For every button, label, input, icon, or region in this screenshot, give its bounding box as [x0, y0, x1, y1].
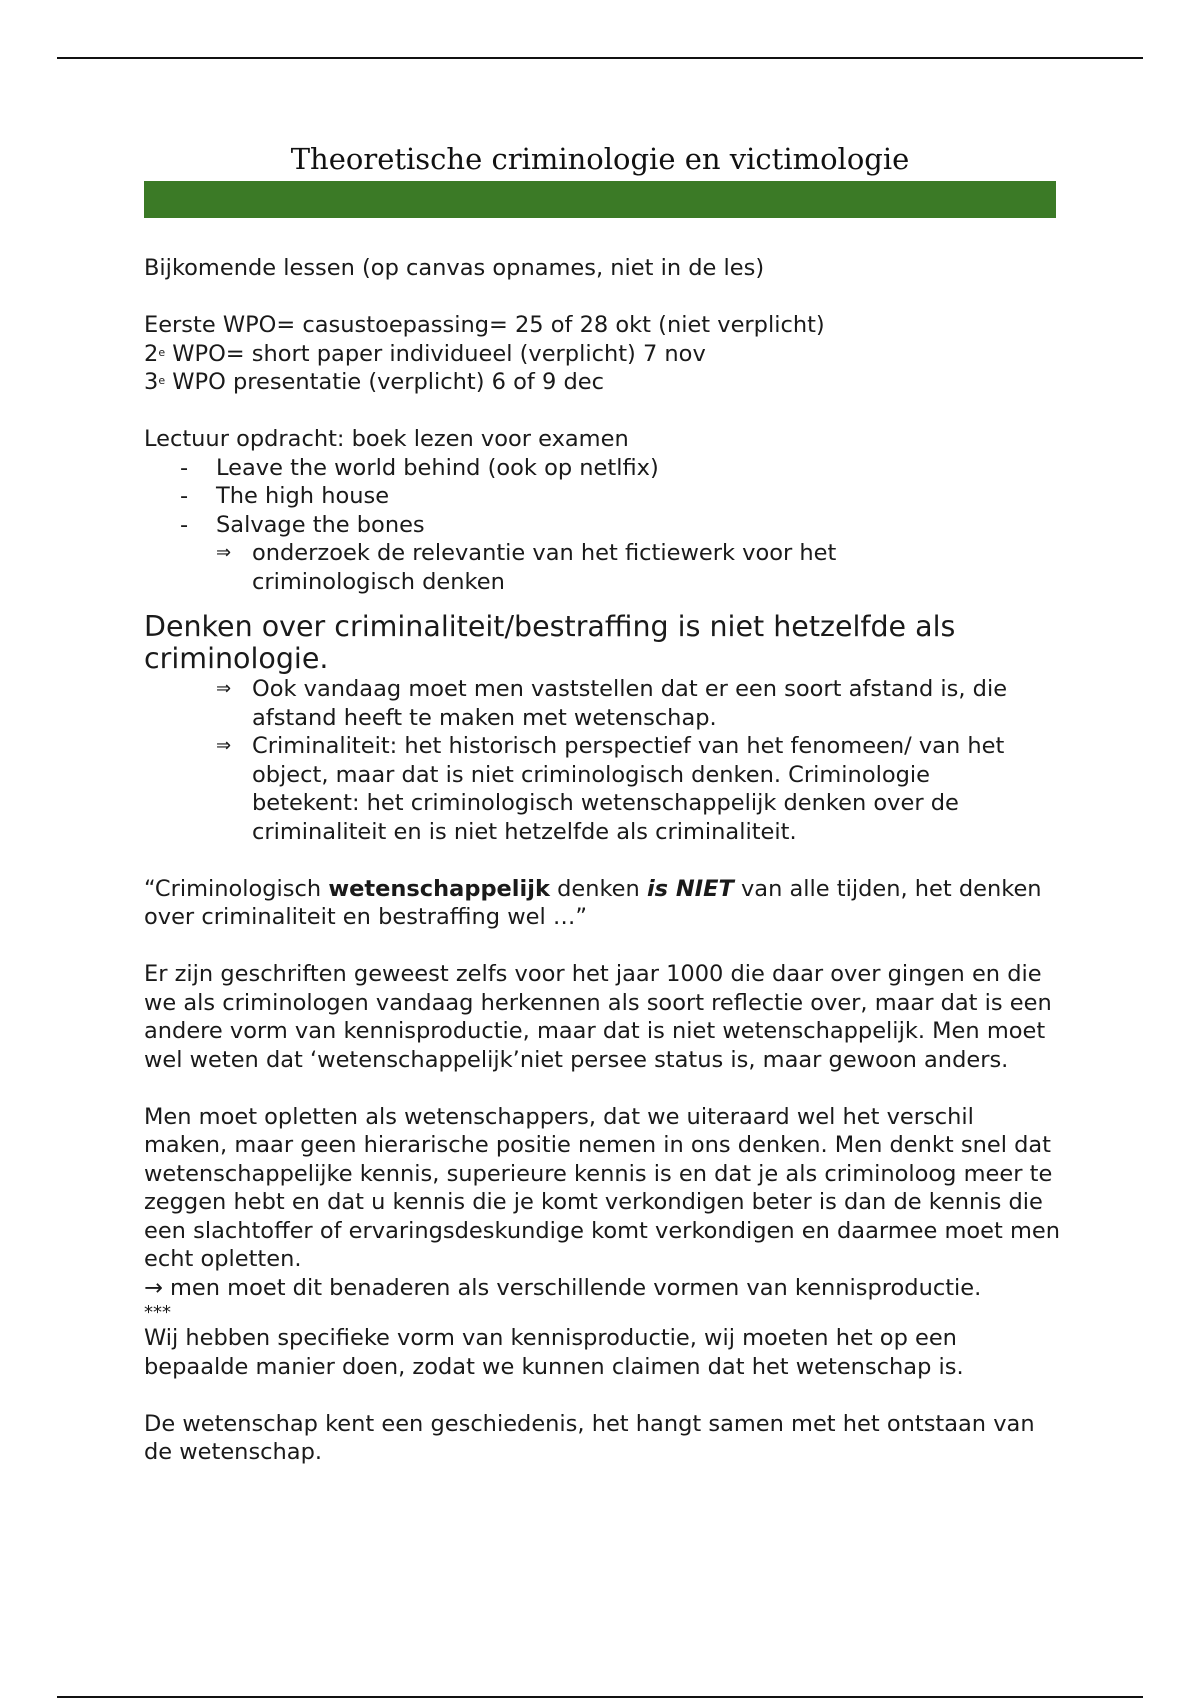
list-item: - Salvage the bones	[180, 511, 425, 538]
list-item: - The high house	[180, 483, 390, 509]
wpo-line-1: Eerste WPO= casustoepassing= 25 of 28 okt (niet verplicht)	[144, 312, 825, 338]
arrow-item: ⇒ onderzoek de relevantie van het fictiewerk voor het criminologisch denken	[216, 540, 837, 595]
quote-paragraph: “Criminologisch wetenschappelijk denken is NIET van alle tijden, het denken over criminaliteit en bestraffing wel …”	[144, 875, 1042, 930]
wpo-line-2: 2e WPO= short paper individueel (verplicht) 7 nov	[144, 340, 706, 367]
list-item: - Leave the world behind (ook op netlfix)	[180, 454, 659, 481]
paragraph-specifieke: Wij hebben specifieke vorm van kennisproductie, wij moeten het op een bepaalde manier doen, zodat we kunnen claimen dat het wetenschap is.	[144, 1325, 964, 1380]
document-body	[144, 254, 1064, 1467]
bottom-rule	[57, 1696, 1143, 1698]
title-accent-bar	[144, 181, 1056, 218]
lectuur-line: Lectuur opdracht: boek lezen voor examen	[144, 426, 629, 452]
stars-separator: ***	[144, 1302, 171, 1323]
wpo-line-3: 3e WPO presentatie (verplicht) 6 of 9 dec	[144, 369, 604, 395]
arrow-item: ⇒ Criminaliteit: het historisch perspectief van het fenomeen/ van het object, maar dat is niet criminologisch denken. Criminologie betekent: het criminologisch wetenschappelijk denken over de criminaliteit en is niet hetzelfde als criminaliteit.	[216, 733, 1005, 845]
paragraph-geschiedenis: De wetenschap kent een geschiedenis, het hangt samen met het ontstaan van de wetenschap.	[144, 1410, 1035, 1465]
paragraph-arrow-line: → men moet dit benaderen als verschillende vormen van kennisproductie.	[144, 1274, 982, 1301]
paragraph-bijkomende: Bijkomende lessen (op canvas opnames, niet in de les)	[144, 255, 765, 281]
section-heading: Denken over criminaliteit/bestraffing is niet hetzelfde als criminologie.	[144, 610, 956, 675]
paragraph-geschriften: Er zijn geschriften geweest zelfs voor het jaar 1000 die daar over gingen en die we als criminologen vandaag herkennen als soort reflectie over, maar dat is een andere vorm van kennisproductie, maar dat is niet wetenschappelijk. Men moet wel weten dat ‘wetenschappelijk’niet persee status is, maar gewoon anders.	[144, 961, 1052, 1073]
paragraph-opletten: Men moet opletten als wetenschappers, dat we uiteraard wel het verschil maken, maar geen hierarische positie nemen in ons denken. Men denkt snel dat wetenschappelijke kennis, superieure kennis is en dat je als criminoloog meer te zeggen hebt en dat u kennis die je komt verkondigen beter is dan de kennis die een slachtoffer of ervaringsdeskundige komt verkondigen en daarmee moet men echt opletten.	[144, 1103, 1061, 1272]
arrow-item: ⇒ Ook vandaag moet men vaststellen dat er een soort afstand is, die afstand heeft te maken met wetenschap.	[216, 676, 1008, 731]
document-title: Theoretische criminologie en victimologie	[290, 142, 910, 176]
top-rule	[57, 57, 1143, 59]
